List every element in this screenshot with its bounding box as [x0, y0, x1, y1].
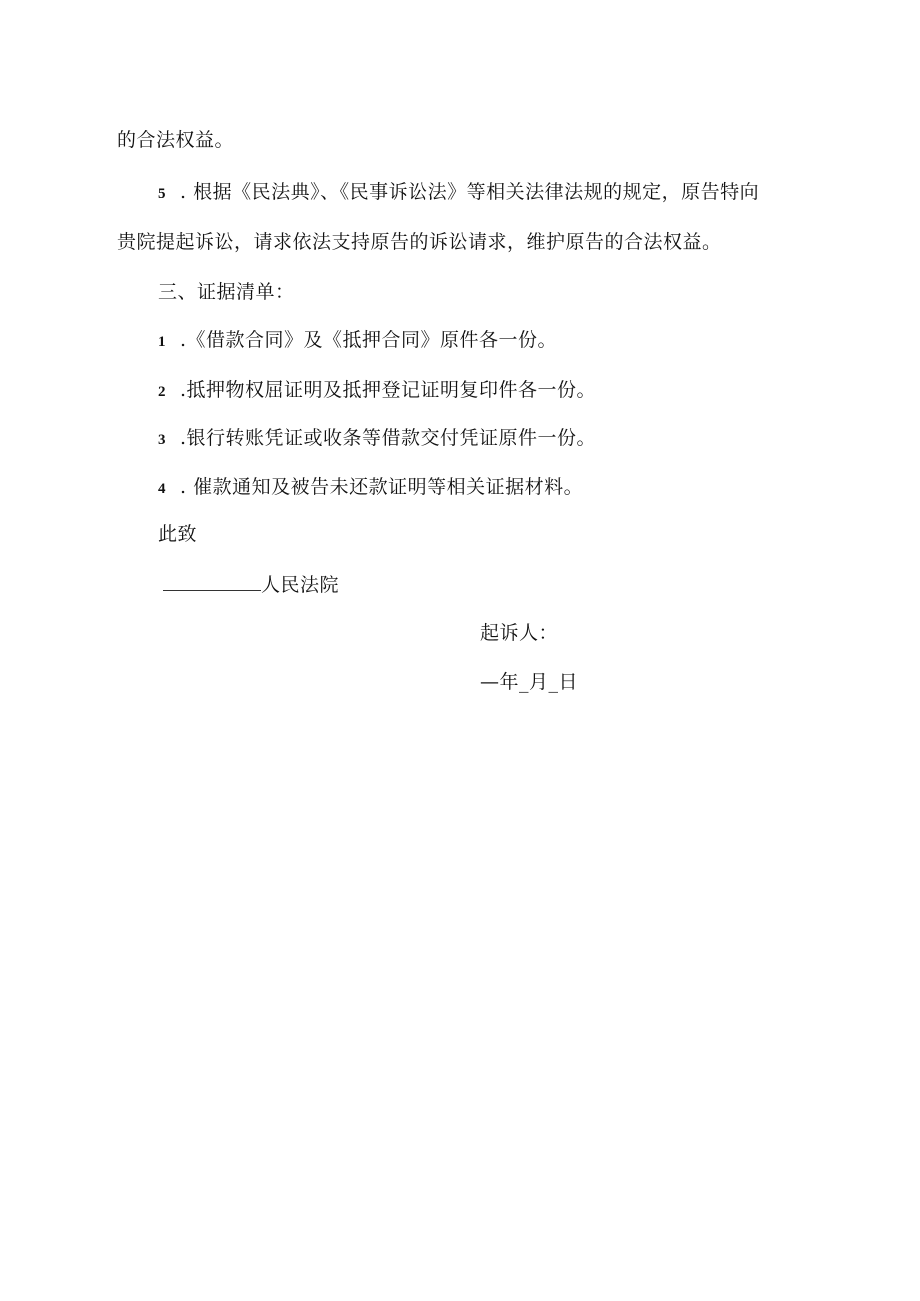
evidence-heading: 三、证据清单：	[158, 281, 295, 303]
evidence-item-number: 4	[158, 481, 166, 497]
evidence-item-number: 2	[158, 384, 166, 400]
paragraph-5-number: 5	[158, 186, 166, 202]
paragraph-5-line-1	[158, 180, 759, 206]
evidence-item-text: .抵押物权屈证明及抵押登记证明复印件各一份。	[180, 379, 597, 401]
court-name-blank	[163, 572, 261, 591]
evidence-item-number: 1	[158, 334, 166, 350]
evidence-item-1	[158, 328, 557, 354]
court-suffix: 人民法院	[261, 574, 340, 596]
date-line: —年_月_日	[480, 671, 579, 693]
plaintiff-label: 起诉人：	[480, 622, 559, 644]
paragraph-4-tail: 的合法权益。	[117, 129, 235, 151]
evidence-item-number: 3	[158, 432, 166, 448]
evidence-item-text: .《借款合同》及《抵押合同》原件各一份。	[180, 329, 558, 351]
evidence-item-4	[158, 475, 583, 501]
court-line	[163, 572, 339, 597]
evidence-item-3	[158, 426, 596, 452]
evidence-item-text: . 催款通知及被告未还款证明等相关证据材料。	[180, 476, 584, 498]
paragraph-5-line-2: 贵院提起诉讼，请求依法支持原告的诉讼请求，维护原告的合法权益。	[117, 231, 722, 253]
paragraph-5-text-1: . 根据《民法典》、《民事诉讼法》等相关法律法规的规定，原告特向	[180, 181, 760, 203]
salutation: 此致	[158, 523, 198, 545]
evidence-item-2	[158, 378, 596, 404]
evidence-item-text: .银行转账凭证或收条等借款交付凭证原件一份。	[180, 427, 597, 449]
